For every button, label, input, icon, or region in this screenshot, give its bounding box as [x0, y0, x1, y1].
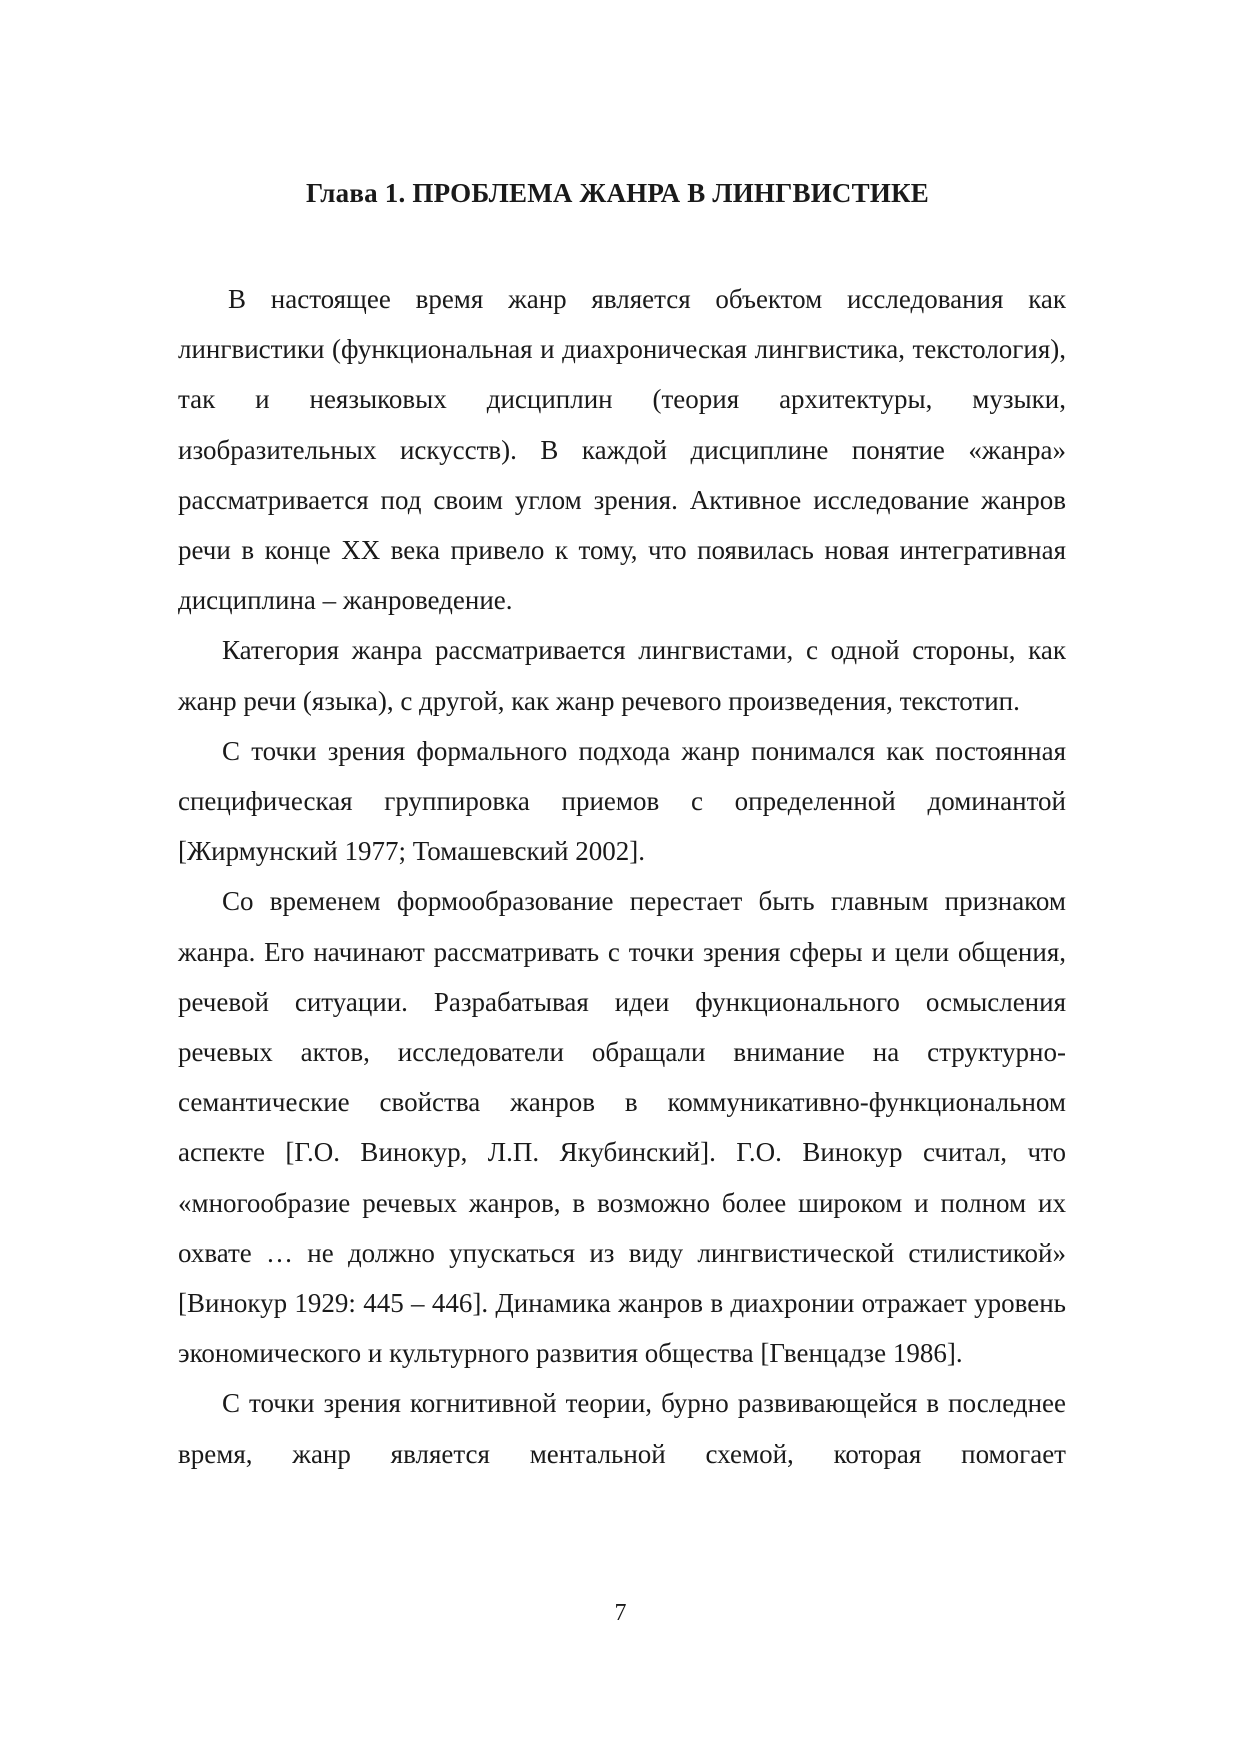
page-number: 7	[614, 1600, 627, 1626]
paragraph-5: С точки зрения когнитивной теории, бурно развивающейся в последнее время, жанр является ментальной схемой, которая помогает	[178, 1388, 1066, 1469]
paragraph-3: С точки зрения формального подхода жанр понимался как постоянная специфическая группировка приемов с определенной доминантой [Жирмунский 1977; Томашевский 2002].	[178, 735, 1066, 867]
chapter-title: Глава 1. ПРОБЛЕМА ЖАНРА В ЛИНГВИСТИКЕ	[305, 178, 930, 208]
body-text	[178, 274, 1066, 1479]
paragraph-4: Со временем формообразование перестает быть главным признаком жанра. Его начинают рассматривать с точки зрения сферы и цели общения, речевой ситуации. Разрабатывая идеи функционального осмысления речевых актов, исследователи обращали внимание на структурно-семантические свойства жанров в коммуникативно-функциональном аспекте [Г.О. Винокур, Л.П. Якубинский]. Г.О. Винокур считал, что «многообразие речевых жанров, в возможно более широком и полном их охвате … не должно упускаться из виду лингвистической стилистикой» [Винокур 1929: 445 – 446]. Динамика жанров в диахронии отражает уровень экономического и культурного развития общества [Гвенцадзе 1986].	[178, 886, 1066, 1369]
paragraph-2: Категория жанра рассматривается лингвистами, с одной стороны, как жанр речи (языка), с другой, как жанр речевого произведения, текстотип.	[178, 635, 1066, 716]
paragraph-1: В настоящее время жанр является объектом исследования как лингвистики (функциональная и диахроническая лингвистика, текстология), так и неязыковых дисциплин (теория архитектуры, музыки, изобразительных искусств). В каждой дисциплине понятие «жанра» рассматривается под своим углом зрения. Активное исследование жанров речи в конце XX века привело к тому, что появилась новая интегративная дисциплина – жанроведение.	[178, 284, 1066, 616]
